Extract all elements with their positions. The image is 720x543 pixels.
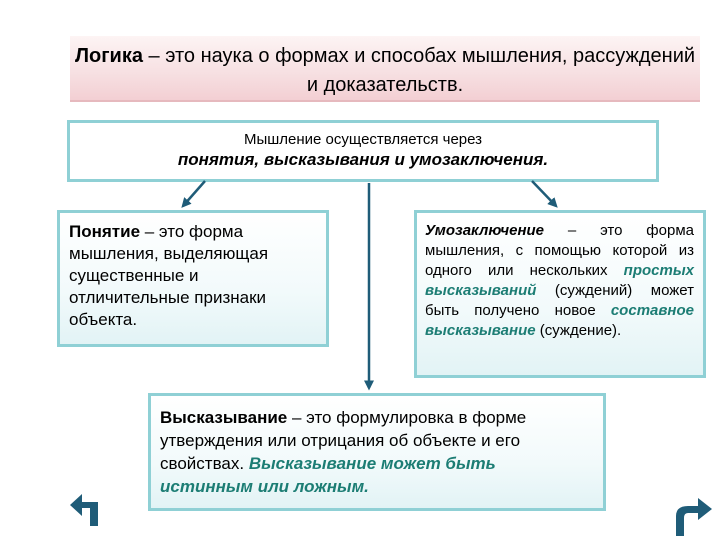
concept-term: Понятие <box>69 222 141 241</box>
forward-arrow-icon[interactable] <box>670 494 714 538</box>
concept-definition: – это форма мышления, выделяющая существенные и отличительные признаки объекта. <box>69 222 269 329</box>
inference-box <box>414 210 706 378</box>
title-definition: – это наука о формах и способах мышления, рассуждений и доказательств. <box>142 45 696 96</box>
simple-statements-term: простых высказываний <box>425 262 694 299</box>
inference-definition-part1: – это форма мышления, с помощью которой из одного или нескольких <box>425 222 694 279</box>
inference-definition-part2: (суждений) может быть получено новое <box>425 282 694 319</box>
compound-statement-term: составное высказывание <box>425 302 694 339</box>
inference-term: Умозаключение <box>425 222 545 239</box>
statement-truth-note: Высказывание может быть истинным или ложным. <box>160 454 496 496</box>
statement-term: Высказывание <box>160 408 288 427</box>
thinking-forms-list: понятия, высказывания и умозаключения. <box>177 150 549 169</box>
statement-definition: – это формулировка в форме утверждения или отрицания об объекте и его свойствах. <box>160 408 527 473</box>
inference-definition-part3: (суждение). <box>535 322 622 339</box>
concept-box <box>57 210 329 347</box>
statement-box <box>148 393 606 511</box>
title-term: Логика <box>74 45 143 67</box>
back-arrow-icon[interactable] <box>68 486 112 530</box>
thinking-forms-intro: Мышление осуществляется через <box>243 131 483 148</box>
arrow-to-concept <box>183 181 205 206</box>
arrow-to-inference <box>532 181 556 206</box>
